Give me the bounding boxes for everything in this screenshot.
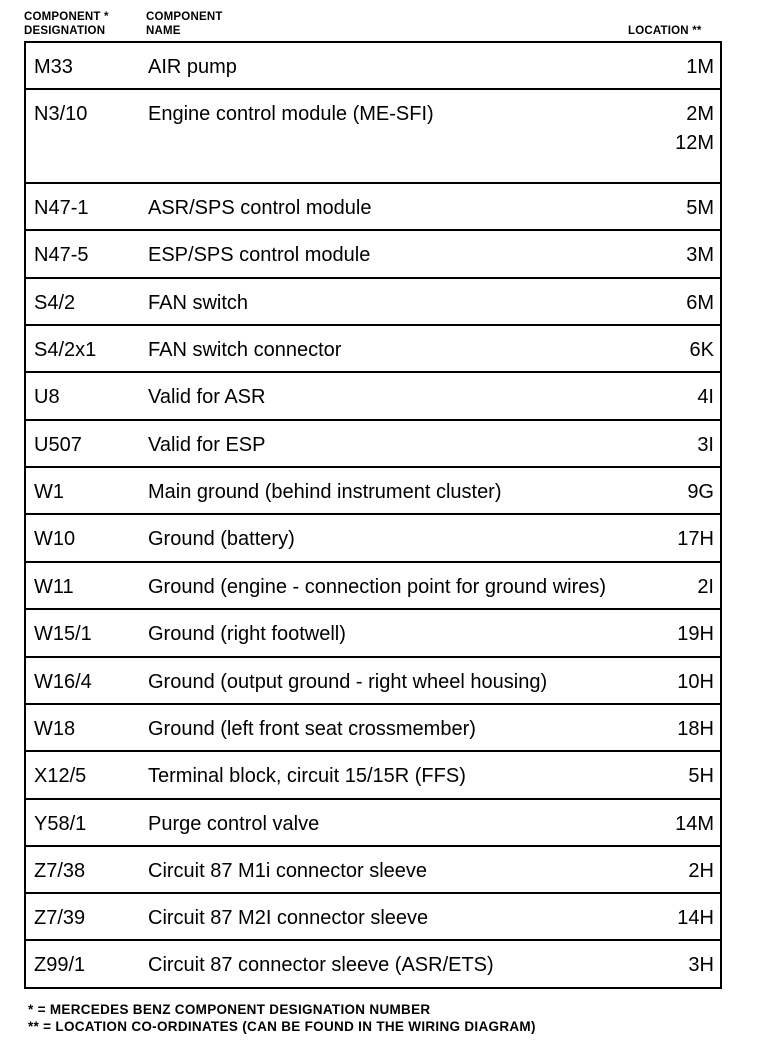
location-coordinate: 14H xyxy=(677,907,714,929)
component-designation: W18 xyxy=(34,718,76,740)
component-name: FAN switch connector xyxy=(148,339,342,361)
component-designation: U507 xyxy=(34,434,82,456)
component-designation: W15/1 xyxy=(34,623,92,645)
component-designation: W1 xyxy=(34,481,64,503)
table-row xyxy=(26,468,720,515)
component-name: Ground (left front seat crossmember) xyxy=(148,718,476,740)
component-location xyxy=(686,197,714,220)
component-location xyxy=(687,481,714,504)
component-location xyxy=(677,623,714,646)
component-name: Terminal block, circuit 15/15R (FFS) xyxy=(148,765,466,787)
header-name-line1: COMPONENT xyxy=(146,11,223,23)
component-name: Valid for ASR xyxy=(148,386,266,408)
component-name: Main ground (behind instrument cluster) xyxy=(148,481,502,503)
header-designation-line1: COMPONENT * xyxy=(24,11,109,23)
component-location xyxy=(697,386,714,409)
location-coordinate: 1M xyxy=(686,56,714,78)
component-location xyxy=(690,339,714,362)
header-designation-line2: DESIGNATION xyxy=(24,25,106,37)
table-row xyxy=(26,421,720,468)
table-row xyxy=(26,231,720,279)
location-coordinate: 3I xyxy=(697,434,714,456)
component-name: Circuit 87 M2I connector sleeve xyxy=(148,907,429,929)
component-designation: N47-1 xyxy=(34,197,89,219)
component-location xyxy=(677,671,714,694)
table-row xyxy=(26,43,720,90)
table-row xyxy=(26,90,720,184)
location-coordinate: 5M xyxy=(686,197,714,219)
table-row xyxy=(26,610,720,658)
table-row xyxy=(26,373,720,421)
component-designation: N3/10 xyxy=(34,103,88,125)
footnote-designation: * = MERCEDES BENZ COMPONENT DESIGNATION NUMBER xyxy=(28,1002,431,1017)
component-name: FAN switch xyxy=(148,292,249,314)
header-location: LOCATION ** xyxy=(628,25,702,37)
table-row xyxy=(26,941,720,988)
table-row xyxy=(26,279,720,326)
component-name: Ground (right footwell) xyxy=(148,623,346,645)
table-row xyxy=(26,515,720,563)
table-row xyxy=(26,847,720,894)
component-location xyxy=(675,103,714,155)
table-row xyxy=(26,658,720,705)
component-designation: Z7/38 xyxy=(34,860,86,882)
component-name: ASR/SPS control module xyxy=(148,197,372,219)
table-row xyxy=(26,894,720,941)
location-coordinate: 10H xyxy=(677,671,714,693)
component-designation: W10 xyxy=(34,528,76,550)
location-coordinate: 2H xyxy=(688,860,714,882)
location-coordinate: 9G xyxy=(687,481,714,503)
table-row xyxy=(26,326,720,373)
component-name: Ground (engine - connection point for ground wires) xyxy=(148,576,607,598)
location-coordinate: 5H xyxy=(688,765,714,787)
location-coordinate: 6M xyxy=(686,292,714,314)
component-designation: N47-5 xyxy=(34,244,89,266)
location-coordinate: 3M xyxy=(686,244,714,266)
component-designation: W16/4 xyxy=(34,671,92,693)
location-coordinate: 18H xyxy=(677,718,714,740)
component-location xyxy=(697,434,714,457)
table-row xyxy=(26,800,720,847)
table-row xyxy=(26,563,720,610)
header-name-line2: NAME xyxy=(146,25,181,37)
location-coordinate: 19H xyxy=(677,623,714,645)
location-coordinate: 4I xyxy=(697,386,714,408)
location-coordinate: 2M xyxy=(686,103,714,125)
component-name: Ground (output ground - right wheel housing) xyxy=(148,671,548,693)
component-name: Valid for ESP xyxy=(148,434,266,456)
component-location xyxy=(697,576,714,599)
component-location xyxy=(677,528,714,551)
component-designation: X12/5 xyxy=(34,765,87,787)
location-coordinate: 2I xyxy=(697,576,714,598)
location-coordinate: 12M xyxy=(675,132,714,154)
component-name: Ground (battery) xyxy=(148,528,295,550)
component-location xyxy=(688,860,714,883)
component-name: Engine control module (ME-SFI) xyxy=(148,103,434,125)
component-location xyxy=(686,244,714,267)
component-location xyxy=(686,292,714,315)
footnote-location: ** = LOCATION CO-ORDINATES (CAN BE FOUND IN THE WIRING DIAGRAM) xyxy=(28,1019,536,1034)
component-designation: M33 xyxy=(34,56,73,78)
component-location xyxy=(688,954,714,977)
location-coordinate: 17H xyxy=(677,528,714,550)
component-location xyxy=(686,56,714,79)
component-location xyxy=(675,813,714,836)
component-designation: Z7/39 xyxy=(34,907,86,929)
component-designation: S4/2 xyxy=(34,292,76,314)
header-name xyxy=(146,10,223,38)
table-row xyxy=(26,752,720,800)
component-designation: W11 xyxy=(34,576,74,598)
table-row xyxy=(26,705,720,752)
location-coordinate: 14M xyxy=(675,813,714,835)
component-designation: U8 xyxy=(34,386,60,408)
component-name: ESP/SPS control module xyxy=(148,244,371,266)
component-designation: Z99/1 xyxy=(34,954,86,976)
table-row xyxy=(26,184,720,231)
component-location xyxy=(677,907,714,930)
component-designation: S4/2x1 xyxy=(34,339,97,361)
component-name: AIR pump xyxy=(148,56,237,78)
component-name: Circuit 87 M1i connector sleeve xyxy=(148,860,428,882)
component-designation: Y58/1 xyxy=(34,813,87,835)
component-table xyxy=(24,41,722,989)
header-designation xyxy=(24,10,109,38)
component-location xyxy=(688,765,714,788)
component-name: Purge control valve xyxy=(148,813,320,835)
location-coordinate: 3H xyxy=(688,954,714,976)
component-name: Circuit 87 connector sleeve (ASR/ETS) xyxy=(148,954,494,976)
location-coordinate: 6K xyxy=(689,339,714,361)
component-location xyxy=(677,718,714,741)
